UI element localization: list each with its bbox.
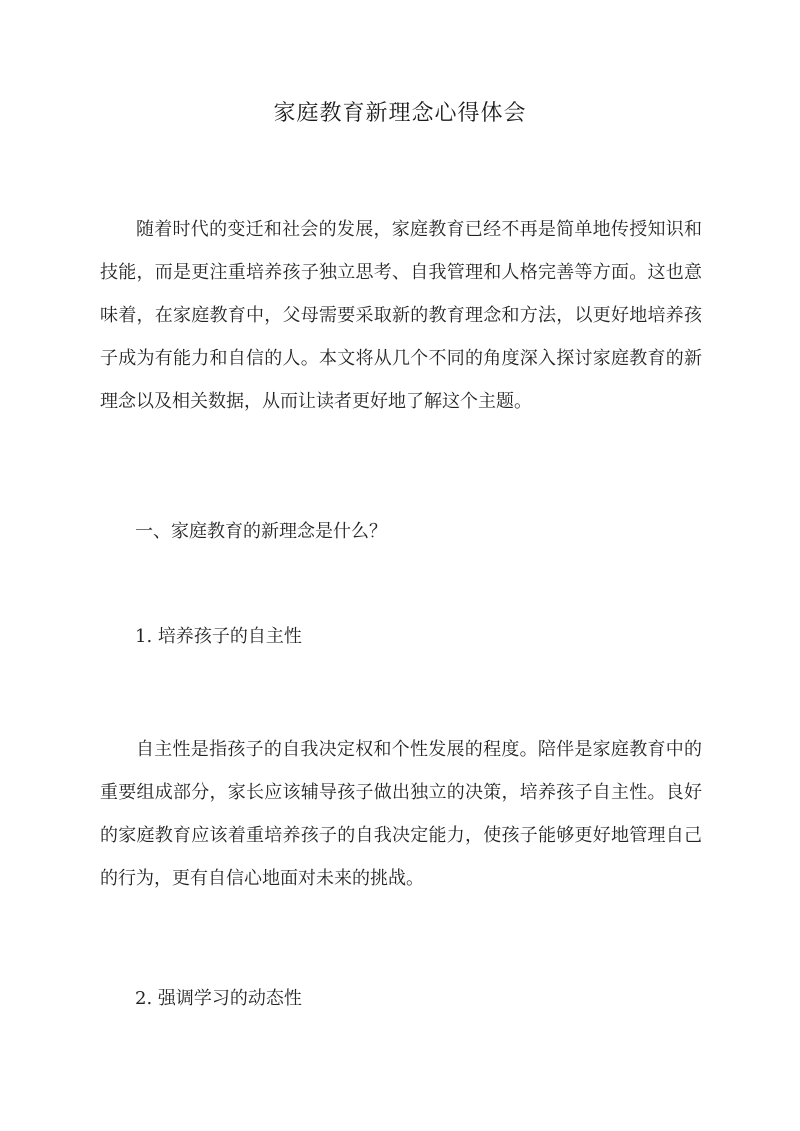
section-heading: 一、家庭教育的新理念是什么？ <box>135 521 387 542</box>
intro-paragraph: 随着时代的变迁和社会的发展，家庭教育已经不再是简单地传授知识和技能，而是更注重培养孩子独立思考、自我管理和人格完善等方面。这也意味着，在家庭教育中，父母需要采取新的教育理念和方法，以更好地培养孩子成为有能力和自信的人。本文将从几个不同的角度深入探讨家庭教育的新理念以及相关数据，从而让读者更好地了解这个主题。 <box>100 219 702 412</box>
subsection-heading-dynamic-learning: 2. 强调学习的动态性 <box>135 988 302 1009</box>
autonomy-paragraph: 自主性是指孩子的自我决定权和个性发展的程度。陪伴是家庭教育中的重要组成部分，家长应该辅导孩子做出独立的决策，培养孩子自主性。良好的家庭教育应该着重培养孩子的自我决定能力，使孩子能够更好地管理自己的行为，更有自信心地面对未来的挑战。 <box>100 739 702 889</box>
subsection-heading-autonomy: 1. 培养孩子的自主性 <box>135 626 302 647</box>
document-title: 家庭教育新理念心得体会 <box>273 101 527 126</box>
